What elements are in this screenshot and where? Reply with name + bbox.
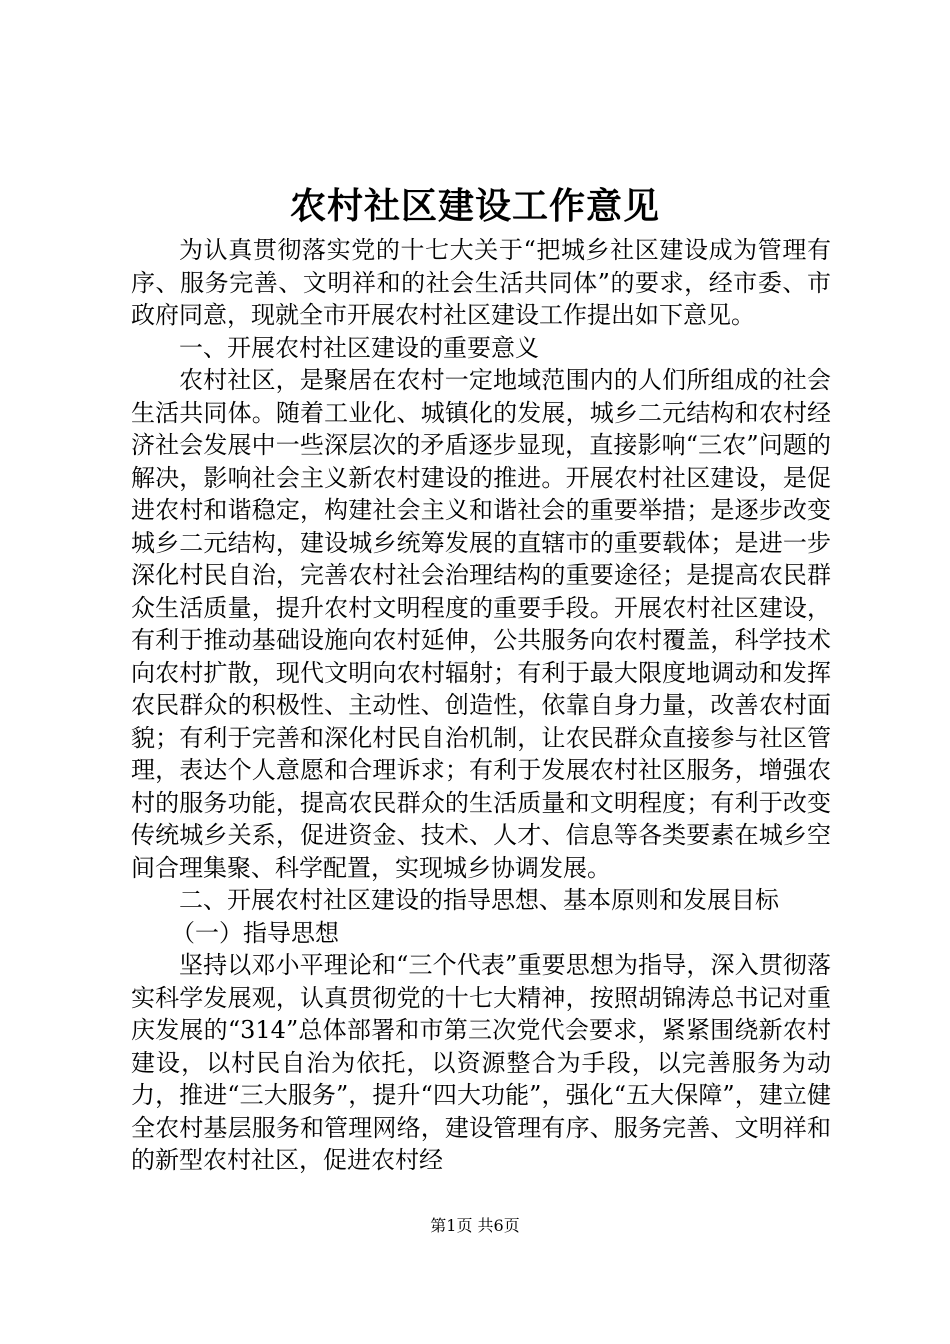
document-body: [131, 234, 831, 1177]
paragraph-significance: 农村社区，是聚居在农村一定地域范围内的人们所组成的社会生活共同体。随着工业化、城镇化的发展，城乡二元结构和农村经济社会发展中一些深层次的矛盾逐步显现，直接影响“三农”问题的解决，影响社会主义新农村建设的推进。开展农村社区建设，是促进农村和谐稳定，构建社会主义和谐社会的重要举措；是逐步改变城乡二元结构，建设城乡统筹发展的直辖市的重要载体；是进一步深化村民自治，完善农村社会治理结构的重要途径；是提高农民群众生活质量，提升农村文明程度的重要手段。开展农村社区建设，有利于推动基础设施向农村延伸，公共服务向农村覆盖，科学技术向农村扩散，现代文明向农村辐射；有利于最大限度地调动和发挥农民群众的积极性、主动性、创造性，依靠自身力量，改善农村面貌；有利于完善和深化村民自治机制，让农民群众直接参与社区管理，表达个人意愿和合理诉求；有利于发展农村社区服务，增强农村的服务功能，提高农民群众的生活质量和文明程度；有利于改变传统城乡关系，促进资金、技术、人才、信息等各类要素在城乡空间合理集聚、科学配置，实现城乡协调发展。: [131, 366, 831, 882]
subsection-heading-guiding-thought: （一）指导思想: [171, 918, 339, 947]
paragraph-guiding-thought: 坚持以邓小平理论和“三个代表”重要思想为指导，深入贯彻落实科学发展观，认真贯彻党的十七大精神，按照胡锦涛总书记对重庆发展的“314”总体部署和市第三次党代会要求，紧紧围绕新农村建设，以村民自治为依托，以资源整合为手段，以完善服务为动力，推进“三大服务”，提升“四大功能”，强化“五大保障”，建立健全农村基层服务和管理网络，建设管理有序、服务完善、文明祥和的新型农村社区，促进农村经: [131, 951, 831, 1174]
paragraph-intro: 为认真贯彻落实党的十七大关于“把城乡社区建设成为管理有序、服务完善、文明祥和的社会生活共同体”的要求，经市委、市政府同意，现就全市开展农村社区建设工作提出如下意见。: [131, 236, 831, 329]
page-number-footer: 第1页 共6页: [430, 1216, 520, 1235]
section-heading-1: 一、开展农村社区建设的重要意义: [179, 333, 539, 362]
document-title: 农村社区建设工作意见: [289, 185, 660, 227]
section-heading-2: 二、开展农村社区建设的指导思想、基本原则和发展目标: [179, 886, 779, 914]
